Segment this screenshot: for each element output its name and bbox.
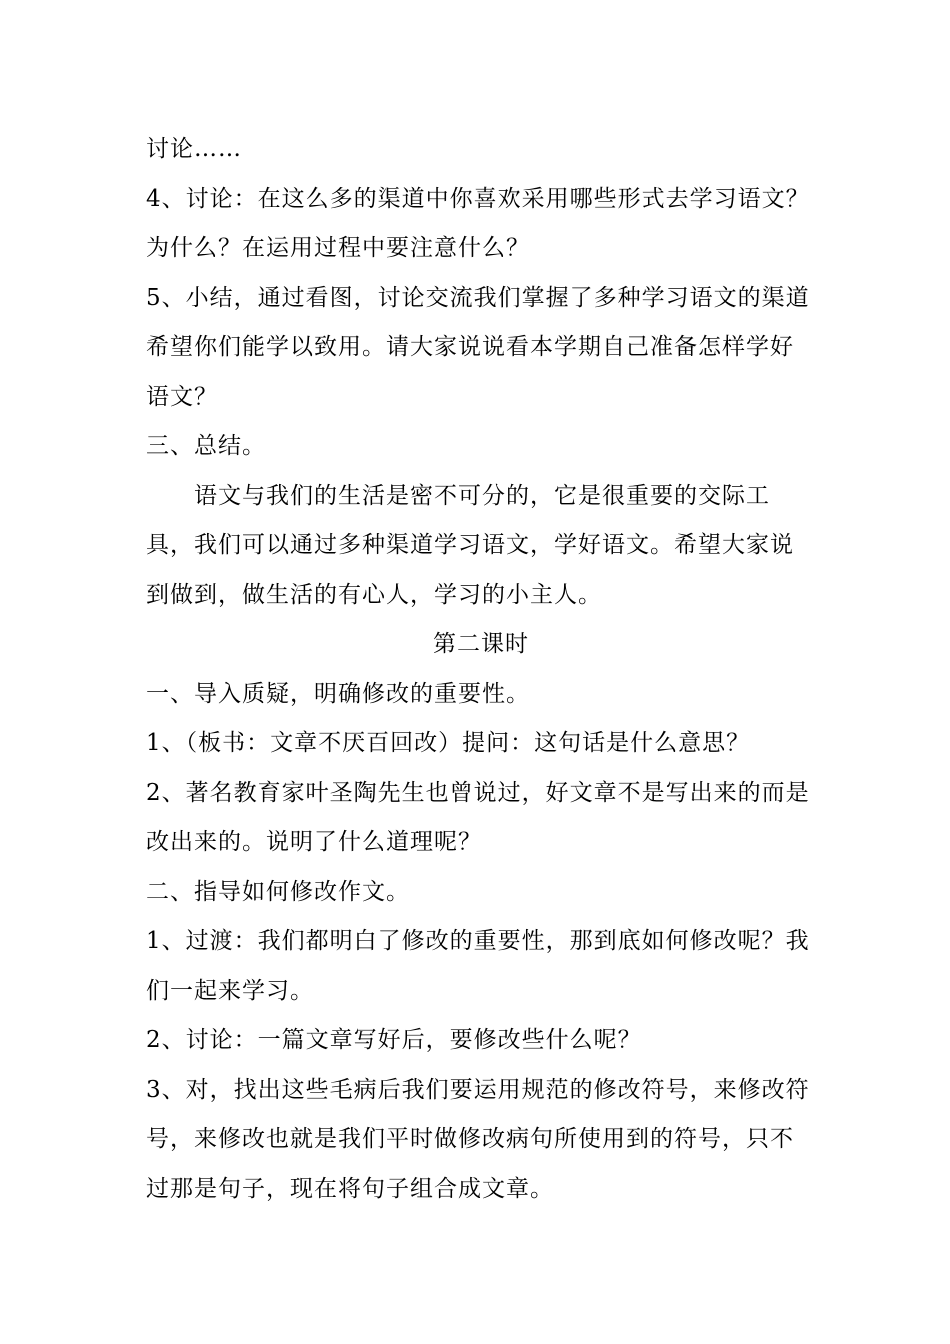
paragraph-step-5-summary: 5、小结，通过看图，讨论交流我们掌握了多种学习语文的渠道希望你们能学以致用。请大家说说看本学期自己准备怎样学好语文？ xyxy=(146,284,810,410)
section-heading-guidance: 二、指导如何修改作文。 xyxy=(146,878,410,905)
paragraph-step-2-quote: 2、著名教育家叶圣陶先生也曾说过，好文章不是写出来的而是改出来的。说明了什么道理呢？ xyxy=(146,779,810,855)
section-heading-conclusion: 三、总结。 xyxy=(146,433,266,459)
paragraph-step-3-symbols: 3、对，找出这些毛病后我们要运用规范的修改符号，来修改符号，来修改也就是我们平时做修改病句所使用到的符号，只不过那是句子，现在将句子组合成文章。 xyxy=(146,1076,810,1202)
paragraph-step-2-discussion: 2、讨论：一篇文章写好后，要修改些什么呢？ xyxy=(146,1027,642,1053)
document-body xyxy=(146,125,816,1214)
section-heading-introduction: 一、导入质疑，明确修改的重要性。 xyxy=(146,680,530,707)
paragraph-conclusion-body: 语文与我们的生活是密不可分的，它是很重要的交际工具，我们可以通过多种渠道学习语文，学好语文。希望大家说到做到，做生活的有心人，学习的小主人。 xyxy=(146,482,794,608)
paragraph-step-1-transition: 1、过渡：我们都明白了修改的重要性，那到底如何修改呢？我们一起来学习。 xyxy=(146,928,810,1004)
paragraph-step-4-discussion: 4、讨论：在这么多的渠道中你喜欢采用哪些形式去学习语文？为什么？在运用过程中要注意什么？ xyxy=(146,185,810,261)
paragraph-step-1-blackboard: 1、（板书：文章不厌百回改）提问：这句话是什么意思？ xyxy=(146,730,751,756)
paragraph-discussion-ellipsis: 讨论…… xyxy=(146,136,242,162)
lesson-heading-second-period: 第二课时 xyxy=(433,631,529,657)
